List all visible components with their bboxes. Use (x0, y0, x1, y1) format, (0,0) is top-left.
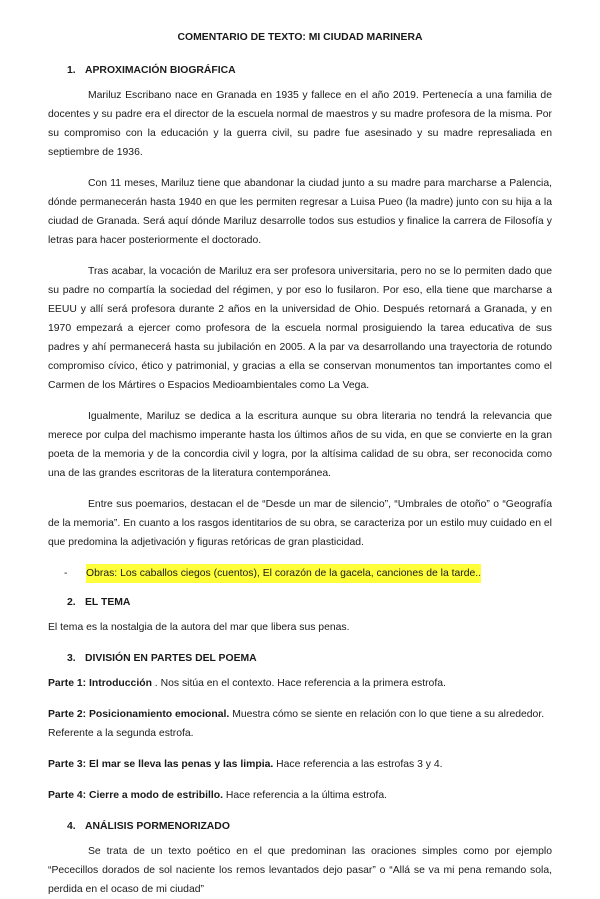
paragraph: El tema es la nostalgia de la autora del mar que libera sus penas. (48, 622, 350, 633)
paragraph: Con 11 meses, Mariluz tiene que abandonar la ciudad junto a su madre para marcharse a Palencia, dónde permanecerán hasta 1940 en que les permiten regresar a Luisa Pueo (la madre) junto con su hija a la ciudad de Granada. Será aquí dónde Mariluz desarrolle todos sus estudios y finalice la carrera de Filosofía y letras para hacer posteriormente el doctorado. (48, 178, 552, 246)
section-label: ANÁLISIS PORMENORIZADO (85, 821, 230, 832)
paragraph: Tras acabar, la vocación de Mariluz era ser profesora universitaria, pero no se lo permiten dado que su padre no compartía la sociedad del régimen, y por eso lo fusilaron. Por eso, ella tiene que marcharse a EEUU y allí será profesora durante 2 años en la universidad de Ohio. Después retornará a Granada, y en 1970 empezará a ejercer como profesora de la escuela normal prosiguiendo la tarea educativa de sus padres y ahí permanecerá hasta su jubilación en 2005. A la par va desarrollando una trayectoria de rotundo compromiso cívico, ético y patrimonial, y gracias a ella se conservan monumentos tan importantes como el Carmen de los Mártires o Espacios Medioambientales como La Vega. (48, 266, 552, 391)
part-title: Parte 4: Cierre a modo de estribillo. (48, 790, 223, 801)
paragraph: Entre sus poemarios, destacan el de “Desde un mar de silencio”, “Umbrales de otoño” o “Geografía de la memoria”. En cuanto a los rasgos identitarios de su obra, se caracteriza por un estilo muy cuidado en el que predomina la adjetivación y figuras retóricas de gran plasticidad. (48, 499, 552, 548)
paragraph: Se trata de un texto poético en el que predominan las oraciones simples como por ejemplo “Pececillos dorados de sol naciente los remos levantados dejo pasar” o “Allá se va mi pena remando sola, perdida en el ocaso de mi ciudad” (48, 846, 552, 895)
section-label: DIVISIÓN EN PARTES DEL POEMA (85, 653, 257, 664)
part-title: Parte 1: Introducción (48, 678, 152, 689)
section-heading-biografia (48, 61, 552, 80)
paragraph: Igualmente, Mariluz se dedica a la escritura aunque su obra literaria no tendrá la relevancia que merece por culpa del machismo imperante hasta los últimos años de su vida, en que se convierte en la gran poeta de la memoria y de la concordia civil y logra, por la altísima calidad de su obra, ser reconocida como una de las grandes escritoras de la literatura contemporánea. (48, 411, 552, 479)
part-title: Parte 2: Posicionamiento emocional. (48, 709, 230, 720)
section-number: 3. (67, 653, 76, 664)
part-text: Muestra cómo se siente en relación con lo que tiene a su alrededor. Referente a la segunda estrofa. (48, 709, 545, 739)
section-heading-division (48, 649, 552, 668)
section-label: EL TEMA (85, 597, 131, 608)
document-title: COMENTARIO DE TEXTO: MI CIUDAD MARINERA (177, 32, 423, 43)
poem-part (48, 705, 552, 743)
part-text: Hace referencia a las estrofas 3 y 4. (273, 759, 443, 770)
section-heading-tema (48, 593, 552, 612)
section-label: APROXIMACIÓN BIOGRÁFICA (85, 65, 236, 76)
paragraph: Mariluz Escribano nace en Granada en 1935 y fallece en el año 2019. Pertenecía a una familia de docentes y su padre era el director de la escuela normal de maestros y su madre profesora de la misma. Por su compromiso con la educación y la guerra civil, su padre fue asesinado y su madre represaliada en septiembre de 1936. (48, 90, 552, 158)
poem-part (48, 755, 552, 774)
works-bullet (48, 564, 552, 583)
section-number: 4. (67, 821, 76, 832)
section-number: 2. (67, 597, 76, 608)
poem-part (48, 786, 552, 805)
part-text: . Nos sitúa en el contexto. Hace referencia a la primera estrofa. (151, 678, 446, 689)
section-number: 1. (67, 65, 76, 76)
section-heading-analisis (48, 817, 552, 836)
highlighted-works-text: Obras: Los caballos ciegos (cuentos), El corazón de la gacela, canciones de la tarde.. (86, 564, 481, 583)
part-text: Hace referencia a la última estrofa. (222, 790, 387, 801)
poem-part (48, 674, 552, 693)
bullet-dash: - (64, 568, 68, 579)
part-title: Parte 3: El mar se lleva las penas y las limpia. (48, 759, 274, 770)
